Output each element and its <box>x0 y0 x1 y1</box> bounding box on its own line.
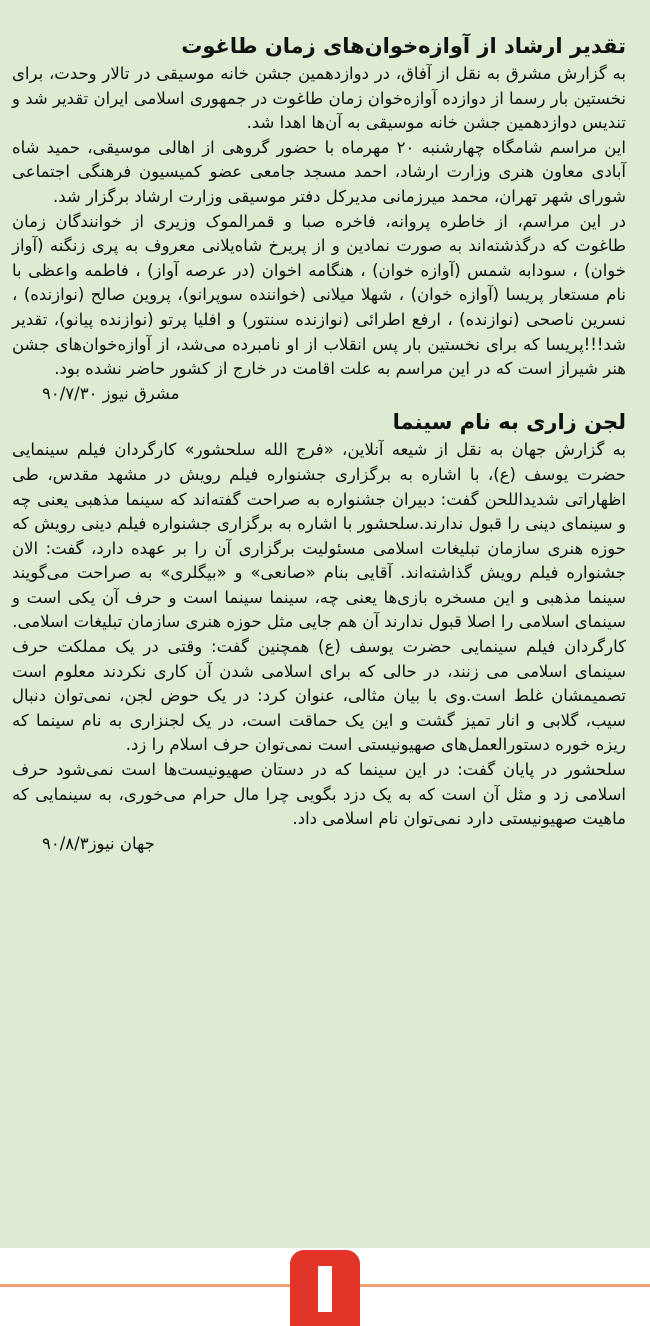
footer-rule-right <box>360 1284 650 1287</box>
article-paragraph: در این مراسم، از خاطره پروانه، فاخره صبا و قمرالموک وزیری از خوانندگان زمان طاغوت که درگذشته‌اند به صورت نمادین و از پریرخ شاه‌یلانی معروف به پری زنگنه (آواز خوان) ، سودابه شمس (آوازه خوان) ، هنگامه اخوان (در عرصه آواز) ، فاطمه واعظی با نام مستعار پریسا (آوازه خوان) ، شهلا میلانی (خواننده سوپرانو)، پروین صالح (نوازنده) ، نسرین ناصحی (نوازنده) ، ارفع اطرائی (نوازنده سنتور) و افلیا پرتو (نوازنده پیانو)، تقدیر شد!!!پریسا که برای نخستین بار پس انقلاب از او نامبرده می‌شد، از آوازه‌خوان‌های جشن هنر شیراز است که در این مراسم به علت اقامت در خارج از کشور حاضر نشده بود. <box>12 211 626 379</box>
article-column <box>12 30 626 856</box>
article-byline: مشرق نیوز ۹۰/۷/۳۰ <box>42 383 180 403</box>
article-cinema <box>12 406 626 856</box>
page-marker-bar-icon <box>318 1266 332 1312</box>
article-paragraph: به گزارش جهان به نقل از شیعه آنلاین، «فرج الله سلحشور» کارگردان فیلم سینمایی حضرت یوسف (ع)، با اشاره به برگزاری جشنواره فیلم رویش در مشهد مقدس، طی اظهاراتی شدیداللحن گفت: دبیران جشنواره به صراحت گفته‌اند که سینما مذهبی یعنی چه و سینمای دینی را قبول ندارند.سلحشور با اشاره به برگزاری جشنواره فیلم دینی رویش که حوزه هنری سازمان تبلیغات اسلامی مسئولیت برگزاری آن را بر عهده دارد، گفت: الان جشنواره فیلم رویش گذاشته‌اند. آقایی بنام «صانعی» و «بیگلری» به صراحت می‌گویند سینما مذهبی و این مسخره بازی‌ها یعنی چه، سینما سینما است و حرف آن یکی است و سینمای اسلامی را اصلا قبول ندارند آن هم جایی مثل حوزه هنری سازمان تبلیغات اسلامی. <box>12 440 626 632</box>
article-title: تقدیر ارشاد از آوازه‌خوان‌های زمان طاغوت <box>181 34 626 58</box>
article-title: لجن زاری به نام سینما <box>392 410 626 435</box>
footer-rule-left <box>0 1284 290 1287</box>
article-paragraph: کارگردان فیلم سینمایی حضرت یوسف (ع) همچنین گفت: وقتی در یک مملکت حرف سینمای اسلامی می زنند، در حالی که برای اسلامی شدن آن کاری نکردند معلوم است تصمیمشان غلط است.وی با بیان مثالی، عنوان کرد: در یک حوض لجن، نمی‌توان دنبال سیب، گلابی و انار تمیز گشت و این یک حماقت است، در یک لجنزاری به نام سینما که ریزه خوره دستورالعمل‌های صهیونیستی است نمی‌توان حرف اسلام را زد. <box>12 637 626 755</box>
article-paragraph: این مراسم شامگاه چهارشنبه ۲۰ مهرماه با حضور گروهی از اهالی موسیقی، حمید شاه آبادی معاون هنری وزارت ارشاد، احمد مسجد جامعی عضو کمیسیون فرهنگی اجتماعی شورای شهر تهران، محمد میرزمانی مدیرکل دفتر موسیقی وزارت ارشاد برگزار شد. <box>12 137 626 206</box>
article-byline: جهان نیوز۹۰/۸/۳ <box>42 833 155 853</box>
article-paragraph: به گزارش مشرق به نقل از آفاق، در دوازدهمین جشن خانه موسیقی در تالار وحدت، برای نخستین بار رسما از دوازده آوازه‌خوان زمان طاغوت در جمهوری اسلامی ایران تقدیر شد و تندیس دوازدهمین جشن خانه موسیقی به آن‌ها اهدا شد. <box>12 64 626 133</box>
article-ershad <box>12 30 626 406</box>
article-paragraph: سلحشور در پایان گفت: در این سینما که در دستان صهیونیست‌ها است نمی‌شود حرف اسلامی زد و مثل آن است که به یک دزد بگویی چرا مال حرام می‌خوری، به سینمایی که ماهیت صهیونیستی دارد نمی‌توان نام اسلامی داد. <box>12 760 626 829</box>
